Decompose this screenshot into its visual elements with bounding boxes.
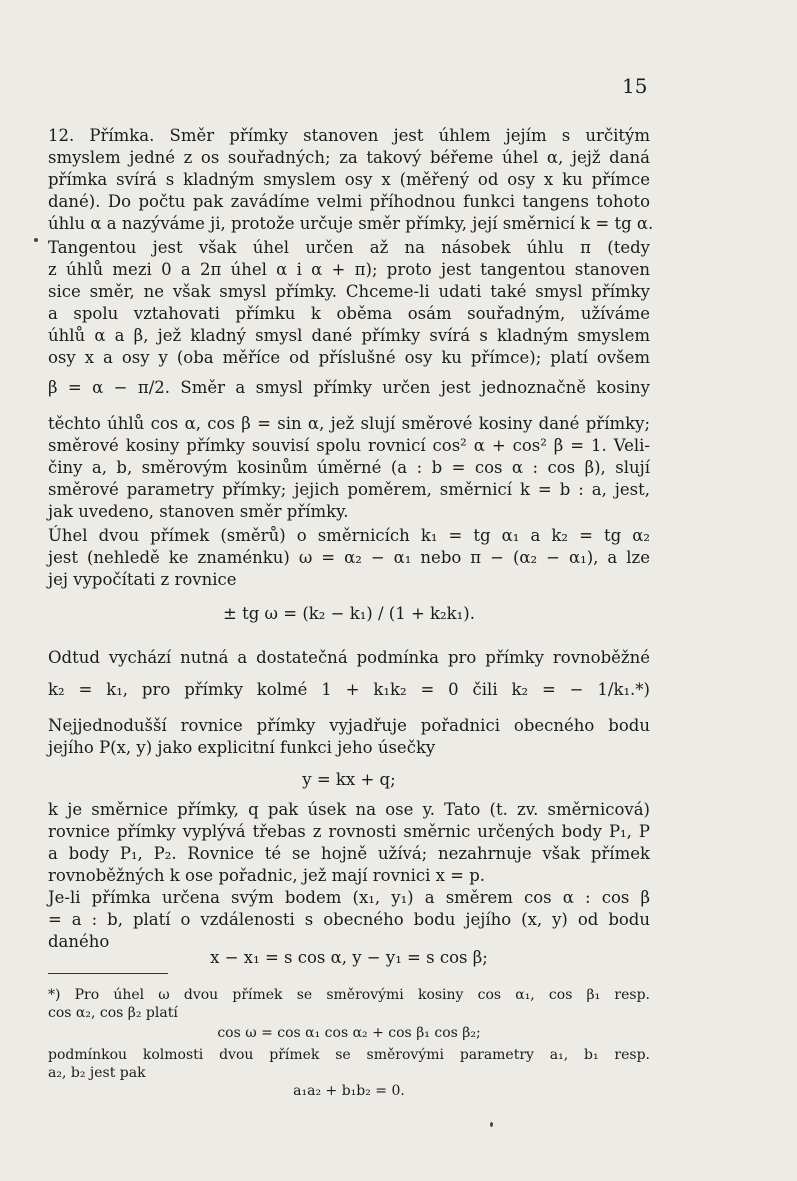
text-line: β = α − π/2. Směr a smysl přímky určen jest jednoznačně kosiny [48, 378, 650, 397]
text-line: Tangentou jest však úhel určen až na násobek úhlu π (tedy [48, 238, 650, 257]
text-line: těchto úhlů cos α, cos β = sin α, jež slují směrové kosiny dané přímky; [48, 414, 650, 433]
footnote-rule [48, 973, 168, 974]
text-line: Úhel dvou přímek (směrů) o směrnicích k₁ = tg α₁ a k₂ = tg α₂ [48, 526, 650, 545]
text-line: Je-li přímka určena svým bodem (x₁, y₁) a směrem cos α : cos β [48, 888, 650, 907]
text-line: sice směr, ne však smysl přímky. Chceme-li udati také smysl přímky [48, 282, 650, 301]
print-speck [34, 238, 38, 242]
text-line: směrové parametry přímky; jejich poměrem, směrnicí k = b : a, jest, [48, 480, 650, 499]
text-line: jejího P(x, y) jako explicitní funkci jeho úsečky [48, 738, 436, 757]
text-line: směrové kosiny přímky souvisí spolu rovnicí cos² α + cos² β = 1. Veli- [48, 436, 650, 455]
footnote-equation: cos ω = cos α₁ cos α₂ + cos β₁ cos β₂; [217, 1025, 481, 1041]
text-line: úhlů α a β, jež kladný smysl dané přímky svírá s kladným smyslem [48, 326, 650, 345]
text-line: rovnice přímky vyplývá třebas z rovnosti směrnic určených body P₁, P [48, 822, 650, 841]
text-line: Odtud vychází nutná a dostatečná podmínka pro přímky rovnoběžné [48, 648, 650, 667]
equation: ± tg ω = (k₂ − k₁) / (1 + k₂k₁). [223, 604, 475, 623]
text-line: dané). Do počtu pak zavádíme velmi příhodnou funkci tangens tohoto [48, 192, 650, 211]
print-speck [490, 1122, 493, 1127]
text-line: k je směrnice přímky, q pak úsek na ose y. Tato (t. zv. směrnicová) [48, 800, 650, 819]
footnote-line: cos α₂, cos β₂ platí [48, 1005, 178, 1021]
text-line: přímka svírá s kladným smyslem osy x (měřený od osy x ku přímce [48, 170, 650, 189]
footnote-line: *) Pro úhel ω dvou přímek se směrovými kosiny cos α₁, cos β₁ resp. [48, 987, 650, 1003]
page-number: 15 [622, 74, 648, 98]
text-line: jej vypočítati z rovnice [48, 570, 237, 589]
text-line: rovnoběžných k ose pořadnic, jež mají rovnici x = p. [48, 866, 486, 885]
text-line: úhlu α a nazýváme ji, protože určuje směr přímky, její směrnicí k = tg α. [48, 214, 654, 233]
equation: x − x₁ = s cos α, y − y₁ = s cos β; [210, 948, 488, 967]
text-line: z úhlů mezi 0 a 2π úhel α i α + π); proto jest tangentou stanoven [48, 260, 650, 279]
text-line: smyslem jedné z os souřadných; za takový béřeme úhel α, jejž daná [48, 148, 650, 167]
text-line: daného [48, 932, 110, 951]
footnote-line: a₂, b₂ jest pak [48, 1065, 146, 1081]
text-line: k₂ = k₁, pro přímky kolmé 1 + k₁k₂ = 0 čili k₂ = − 1/k₁.*) [48, 680, 650, 699]
text-line: = a : b, platí o vzdálenosti s obecného bodu jejího (x, y) od bodu [48, 910, 650, 929]
text-line: 12. Přímka. Směr přímky stanoven jest úhlem jejím s určitým [48, 126, 650, 145]
footnote-equation: a₁a₂ + b₁b₂ = 0. [293, 1083, 405, 1099]
text-line: a body P₁, P₂. Rovnice té se hojně užívá; nezahrnuje však přímek [48, 844, 650, 863]
text-line: a spolu vztahovati přímku k oběma osám souřadným, užíváme [48, 304, 650, 323]
text-line: Nejjednodušší rovnice přímky vyjadřuje pořadnici obecného bodu [48, 716, 650, 735]
text-line: jak uvedeno, stanoven směr přímky. [48, 502, 349, 521]
text-line: osy x a osy y (oba měříce od příslušné osy ku přímce); platí ovšem [48, 348, 650, 367]
text-line: jest (nehledě ke znaménku) ω = α₂ − α₁ nebo π − (α₂ − α₁), a lze [48, 548, 650, 567]
footnote-line: podmínkou kolmosti dvou přímek se směrovými parametry a₁, b₁ resp. [48, 1047, 650, 1063]
equation: y = kx + q; [302, 770, 396, 789]
text-line: činy a, b, směrovým kosinům úměrné (a : b = cos α : cos β), slují [48, 458, 650, 477]
